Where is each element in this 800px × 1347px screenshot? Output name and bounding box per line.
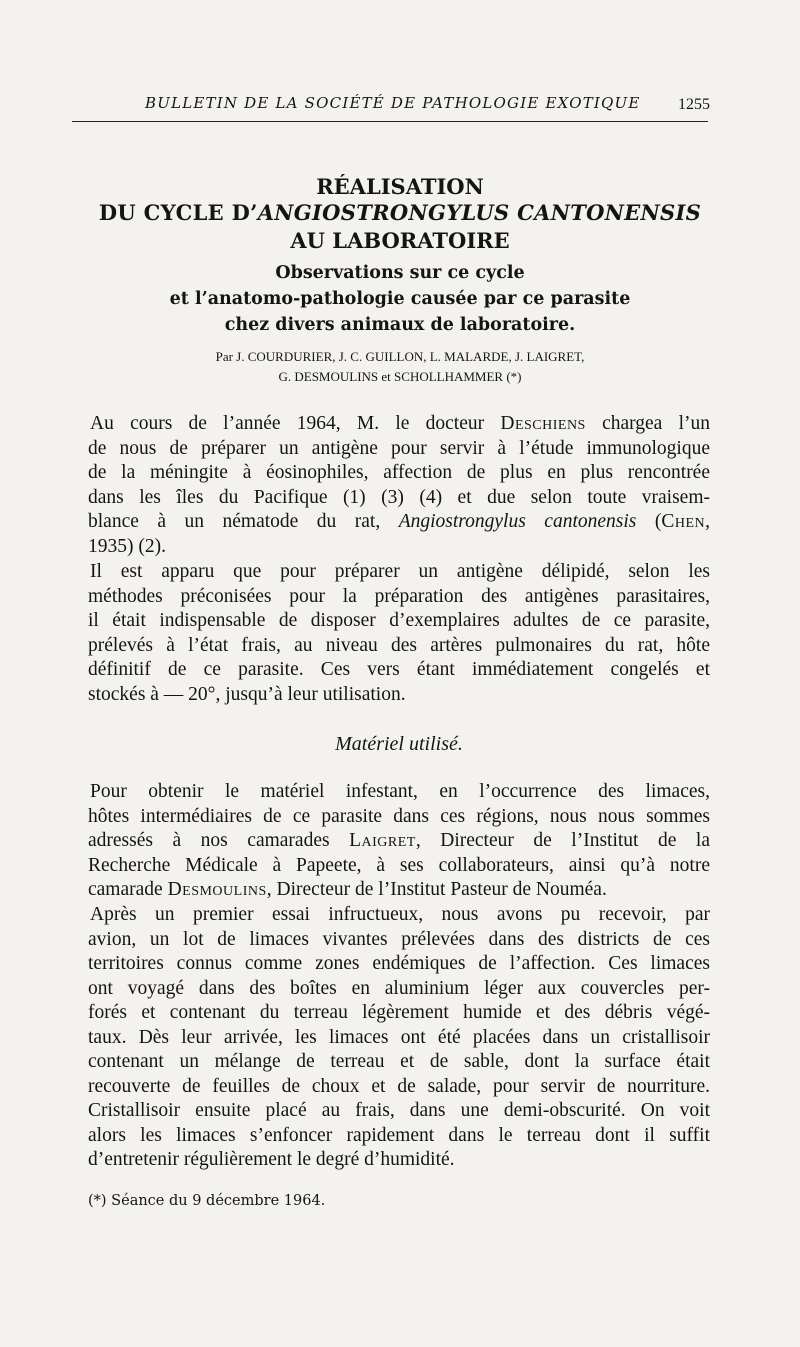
- running-title: BULLETIN DE LA SOCIÉTÉ DE PATHOLOGIE EXOTIQUE: [145, 94, 641, 112]
- header-rule: [72, 121, 708, 122]
- authors-line2: G. DESMOULINS et SCHOLLHAMMER (*): [278, 369, 522, 384]
- text-line: adressés à nos camarades Laigret, Directeur de l’Institut de la: [88, 830, 710, 851]
- text-line: taux. Dès leur arrivée, les limaces ont été placées dans un cristallisoir: [88, 1026, 710, 1048]
- text-line: Recherche Médicale à Papeete, à ses collaborateurs, ainsi qu’à notre: [88, 854, 710, 876]
- text-line: hôtes intermédiaires de ce parasite dans ces régions, nous nous sommes: [88, 805, 710, 827]
- text-line: de nous de préparer un antigène pour servir à l’étude immunologique: [88, 437, 710, 459]
- text-line: contenant un mélange de terreau et de sable, dont la surface était: [88, 1051, 710, 1072]
- text-line: forés et contenant du terreau légèrement humide et des débris végé-: [88, 1002, 710, 1023]
- text-line: prélevés à l’état frais, au niveau des artères pulmonaires du rat, hôte: [88, 634, 710, 656]
- text-line: il était indispensable de disposer d’exemplaires adultes de ce parasite,: [88, 610, 710, 631]
- page-number: 1255: [678, 96, 710, 113]
- author-ref: Chen: [661, 511, 706, 532]
- text-line: dans les îles du Pacifique (1) (3) (4) et due selon toute vraisem-: [88, 486, 710, 508]
- species-name-italic: Angiostrongylus cantonensis: [398, 511, 637, 532]
- paragraph-intro: [88, 412, 710, 559]
- text-line: avion, un lot de limaces vivantes prélevées dans des districts de ces: [88, 928, 710, 950]
- text-line: Pour obtenir le matériel infestant, en l’occurrence des limaces,: [90, 781, 710, 802]
- footnote: (*) Séance du 9 décembre 1964.: [88, 1193, 326, 1209]
- text-line: méthodes préconisées pour la préparation des antigènes parasitaires,: [88, 585, 710, 607]
- subtitle-line3: chez divers animaux de laboratoire.: [224, 315, 576, 335]
- article-title-line2: [72, 200, 728, 225]
- title-prefix: DU CYCLE D’: [98, 200, 258, 225]
- text-line: Cristallisoir ensuite placé au frais, dans une demi-obscurité. On voit: [88, 1100, 710, 1121]
- author-ref: Deschiens: [500, 413, 586, 434]
- paragraph-material: [88, 780, 710, 903]
- paragraph-antigen: [88, 560, 710, 707]
- text-line: camarade Desmoulins, Directeur de l’Institut Pasteur de Nouméa.: [88, 879, 607, 900]
- article-title-line3: AU LABORATOIRE: [290, 228, 510, 253]
- text-line: d’entretenir régulièrement le degré d’humidité.: [88, 1149, 455, 1170]
- text-line: Après un premier essai infructueux, nous avons pu recevoir, par: [90, 904, 710, 925]
- authors-line1: Par J. COURDURIER, J. C. GUILLON, L. MALARDE, J. LAIGRET,: [215, 349, 585, 364]
- text-line: Il est apparu que pour préparer un antigène délipidé, selon les: [90, 561, 710, 582]
- species-name: ANGIOSTRONGYLUS CANTONENSIS: [257, 200, 702, 225]
- article-title-line1: RÉALISATION: [316, 174, 484, 199]
- text-line: 1935) (2).: [88, 535, 166, 557]
- text-line: de la méningite à éosinophiles, affection de plus en plus rencontrée: [88, 462, 710, 483]
- text-line: territoires connus comme zones endémiques de l’affection. Ces limaces: [88, 953, 710, 974]
- paragraph-slugs: [88, 903, 710, 1173]
- text-line: définitif de ce parasite. Ces vers étant immédiatement congelés et: [88, 659, 710, 680]
- text-line: recouverte de feuilles de choux et de salade, pour servir de nourriture.: [88, 1075, 710, 1097]
- text-line: ont voyagé dans des boîtes en aluminium léger aux couvercles per-: [88, 977, 710, 999]
- text-line: stockés à — 20°, jusqu’à leur utilisation.: [88, 683, 406, 705]
- text-line: alors les limaces s’enfoncer rapidement dans le terreau dont il suffit: [88, 1124, 710, 1146]
- subtitle-line2: et l’anatomo-pathologie causée par ce parasite: [169, 289, 631, 309]
- author-ref: Desmoulins: [167, 879, 267, 900]
- author-ref: Laigret: [349, 830, 416, 851]
- text-line: Au cours de l’année 1964, M. le docteur Deschiens chargea l’un: [90, 413, 710, 434]
- text-line: blance à un nématode du rat, Angiostrongylus cantonensis (Chen,: [88, 511, 710, 532]
- subtitle-line1: Observations sur ce cycle: [275, 263, 525, 283]
- section-heading: Matériel utilisé.: [335, 733, 463, 755]
